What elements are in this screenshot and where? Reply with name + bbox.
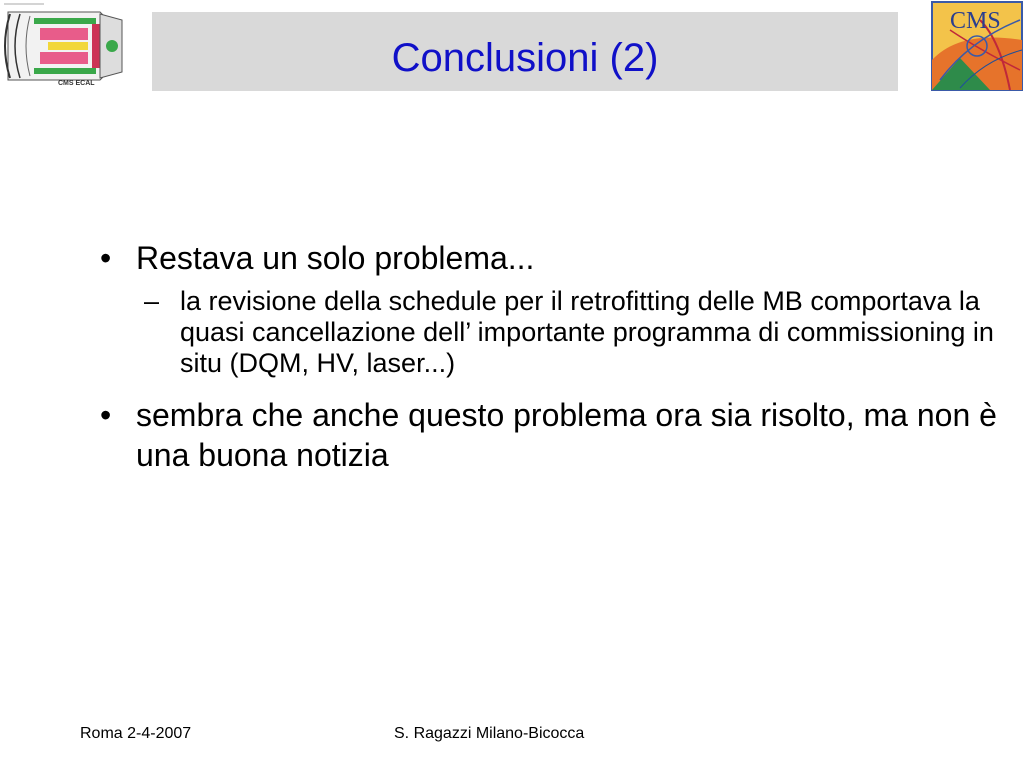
slide-title: Conclusioni (2) [391,36,659,80]
sub-bullet-item [100,286,1000,379]
bullet-marker: • [100,240,112,276]
bullet-item [100,238,1000,278]
title-bar [152,12,898,91]
bullet-text: Restava un solo problema... [136,240,535,276]
bullet-text: sembra che anche questo problema ora sia risolto, ma non è una buona notizia [136,397,997,473]
slide-body [100,238,1000,481]
sub-bullet-text: la revisione della schedule per il retrofitting delle MB comportava la quasi cancellazione dell’ importante programma di commissioning in situ (DQM, HV, laser...) [180,286,994,378]
bullet-marker: • [100,397,112,433]
cms-logo [930,0,1024,92]
cms-ecal-logo [0,0,128,92]
sub-bullet-marker: – [144,286,160,316]
logo-caption: CMS ECAL [58,80,95,87]
footer-date: Roma 2-4-2007 [80,725,192,742]
bullet-item [100,395,1000,475]
cms-logo-text: CMS [950,8,1001,34]
footer-author: S. Ragazzi Milano-Bicocca [394,725,585,742]
